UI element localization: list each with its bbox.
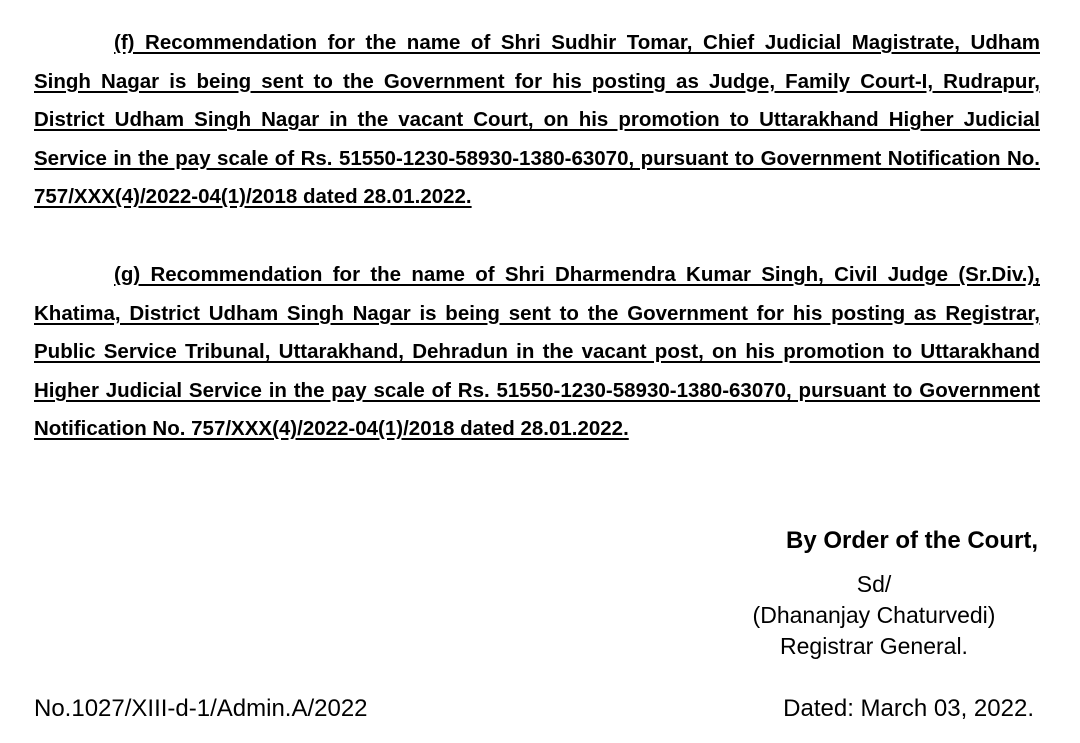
signed-mark: Sd/ [856,571,892,597]
paragraph-g: (g) Recommendation for the name of Shri Dharmendra Kumar Singh, Civil Judge (Sr.Div.), Khatima, District Udham Singh Nagar is being sent to the Government for his posting as Registrar, Public Service Tribunal, Uttarakhand, Dehradun in the vacant post, on his promotion to Uttarakhand Higher Judicial Service in the pay scale of Rs. 51550-1230-58930-1380-63070, pursuant to Government Notification No. 757/XXX(4)/2022-04(1)/2018 dated 28.01.2022. [34,263,1040,441]
by-order-line: By Order of the Court, [785,527,1038,554]
reference-number: No.1027/XIII-d-1/Admin.A/2022 [34,695,368,722]
paragraph-f: (f) Recommendation for the name of Shri Sudhir Tomar, Chief Judicial Magistrate, Udham Singh Nagar is being sent to the Government for his posting as Judge, Family Court-I, Rudrapur, District Udham Singh Nagar in the vacant Court, on his promotion to Uttarakhand Higher Judicial Service in the pay scale of Rs. 51550-1230-58930-1380-63070, pursuant to Government Notification No. 757/XXX(4)/2022-04(1)/2018 dated 28.01.2022. [34,31,1040,209]
signatory-name: (Dhananjay Chaturvedi) [752,602,996,628]
issue-date: Dated: March 03, 2022. [783,695,1034,722]
signatory-designation: Registrar General. [780,633,968,659]
signature-block [714,524,1038,662]
